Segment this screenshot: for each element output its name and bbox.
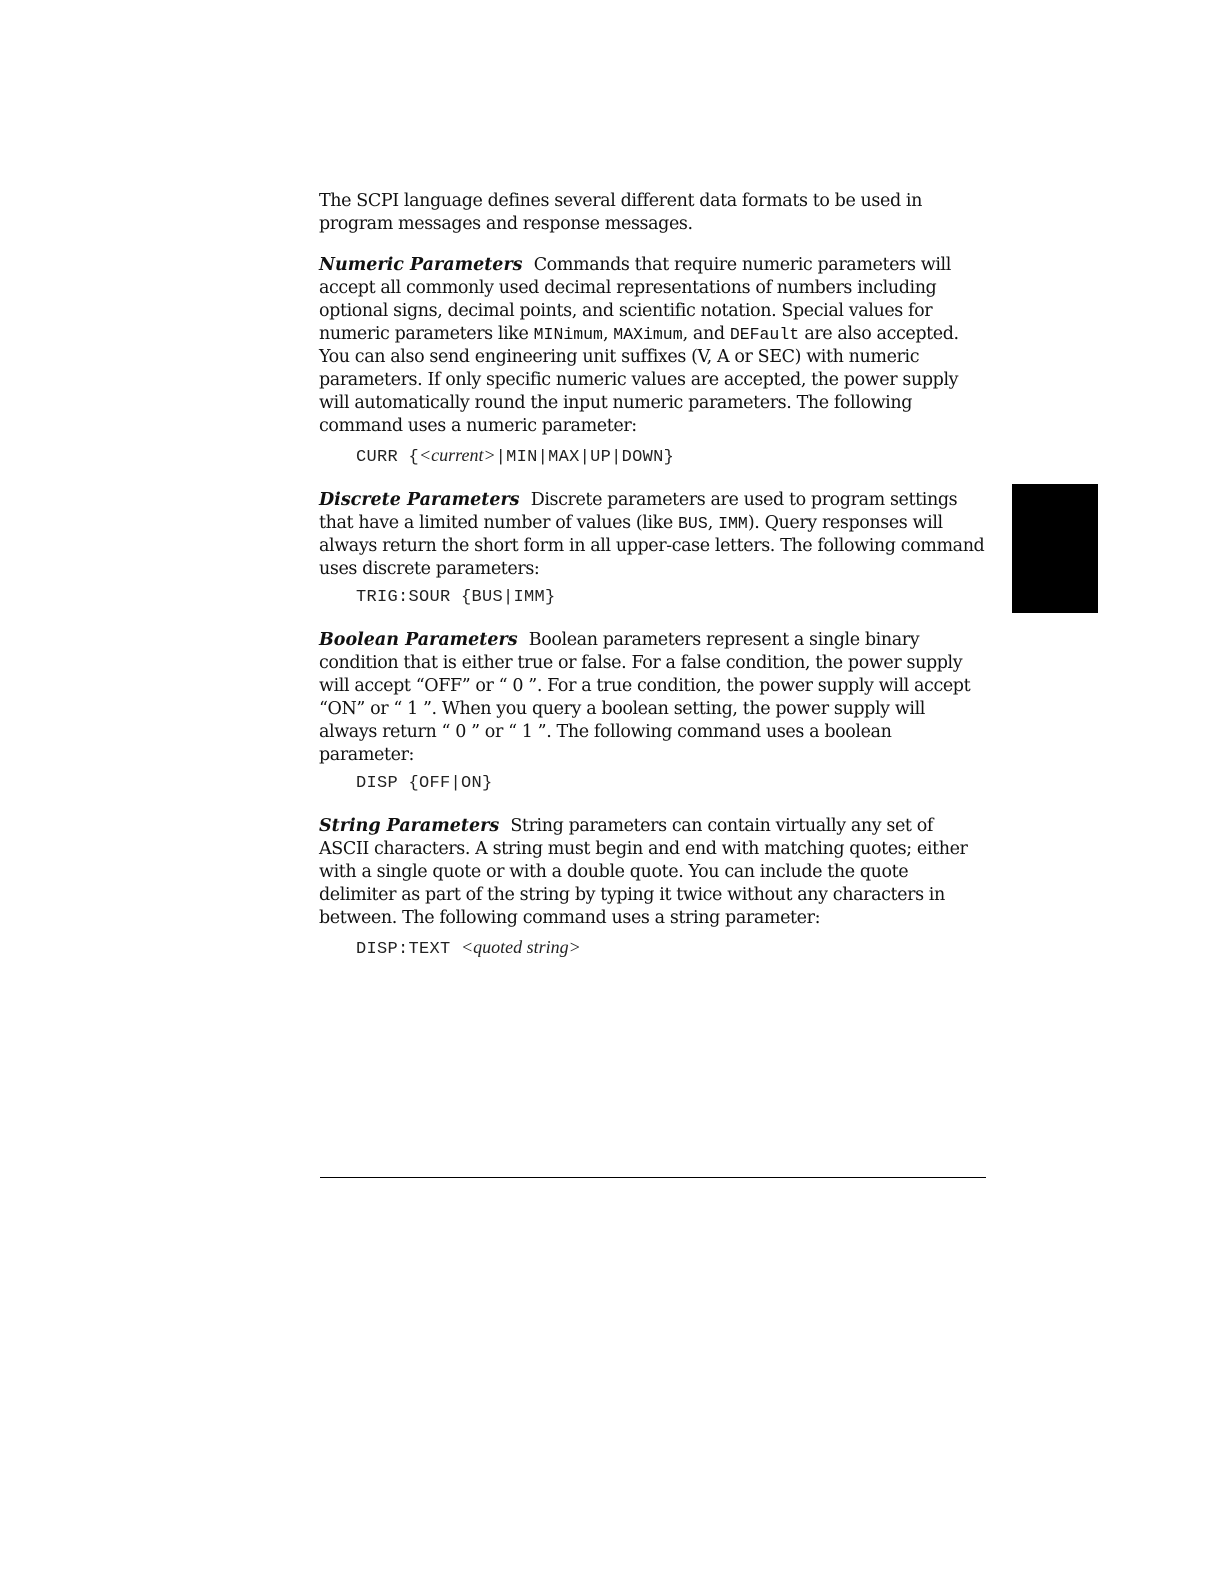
string-heading: String Parameters (319, 816, 500, 836)
discrete-sep-1: , (707, 513, 713, 533)
string-command-example (356, 934, 987, 963)
string-paragraph (319, 815, 987, 930)
numeric-text-1: Commands that require numeric parameters will accept all commonly used decimal representations of numbers including optional signs, decimal points, and scientific notation. Special values for numeric parameters like (319, 255, 951, 344)
boolean-text: Boolean parameters represent a single binary condition that is either true or false. For a false condition, the power supply will accept “OFF” or “ 0 ”. For a true condition, the power supply will accept “ON” or “ 1 ”. When you query a boolean setting, the power supply will always return “ 0 ” or “ 1 ”. The following command uses a boolean parameter: (319, 630, 971, 765)
discrete-paragraph (319, 489, 987, 581)
footer-rule (320, 1177, 986, 1178)
discrete-parameters-section (319, 489, 987, 611)
code-minimum: MINimum (533, 325, 603, 344)
numeric-cmd-param: <current> (419, 445, 496, 465)
discrete-text-2: ). Query responses will always return the short form in all upper-case letters. The following command uses discrete parameters: (319, 513, 985, 579)
document-body (319, 190, 987, 981)
numeric-cmd-prefix: CURR { (356, 448, 420, 467)
string-text: String parameters can contain virtually any set of ASCII characters. A string must begin and end with matching quotes; either with a single quote or with a double quote. You can include the quote delimiter as part of the string by typing it twice without any characters in between. The following command uses a string parameter: (319, 816, 968, 928)
numeric-sep-2: , and (682, 324, 725, 344)
discrete-command-example: TRIG:SOUR {BUS|IMM} (356, 588, 556, 607)
code-imm: IMM (718, 514, 748, 533)
discrete-text-1: Discrete parameters are used to program settings that have a limited number of values (like (319, 490, 958, 533)
numeric-parameters-section (319, 254, 987, 471)
boolean-heading: Boolean Parameters (319, 630, 518, 650)
numeric-sep-1: , (602, 324, 609, 344)
string-cmd-prefix: DISP:TEXT (356, 940, 451, 959)
string-parameters-section (319, 815, 987, 963)
boolean-paragraph (319, 629, 987, 767)
discrete-heading: Discrete Parameters (319, 490, 520, 510)
numeric-heading: Numeric Parameters (319, 255, 523, 275)
numeric-cmd-suffix: |MIN|MAX|UP|DOWN} (495, 448, 675, 467)
boolean-parameters-section (319, 629, 987, 797)
intro-paragraph: The SCPI language defines several different data formats to be used in program messages and response messages. (319, 191, 923, 234)
boolean-command-example: DISP {OFF|ON} (356, 774, 493, 793)
string-cmd-param: <quoted string> (461, 937, 581, 957)
code-bus: BUS (678, 514, 708, 533)
code-maximum: MAXimum (613, 325, 683, 344)
chapter-tab-marker (1012, 484, 1098, 613)
numeric-command-example (356, 442, 987, 471)
numeric-paragraph (319, 254, 987, 438)
numeric-text-2: are also accepted. You can also send engineering unit suffixes (V, A or SEC) with numeric parameters. If only specific numeric values are accepted, the power supply will automatically round the input numeric parameters. The following command uses a numeric parameter: (319, 324, 959, 436)
code-default: DEFault (729, 325, 800, 344)
